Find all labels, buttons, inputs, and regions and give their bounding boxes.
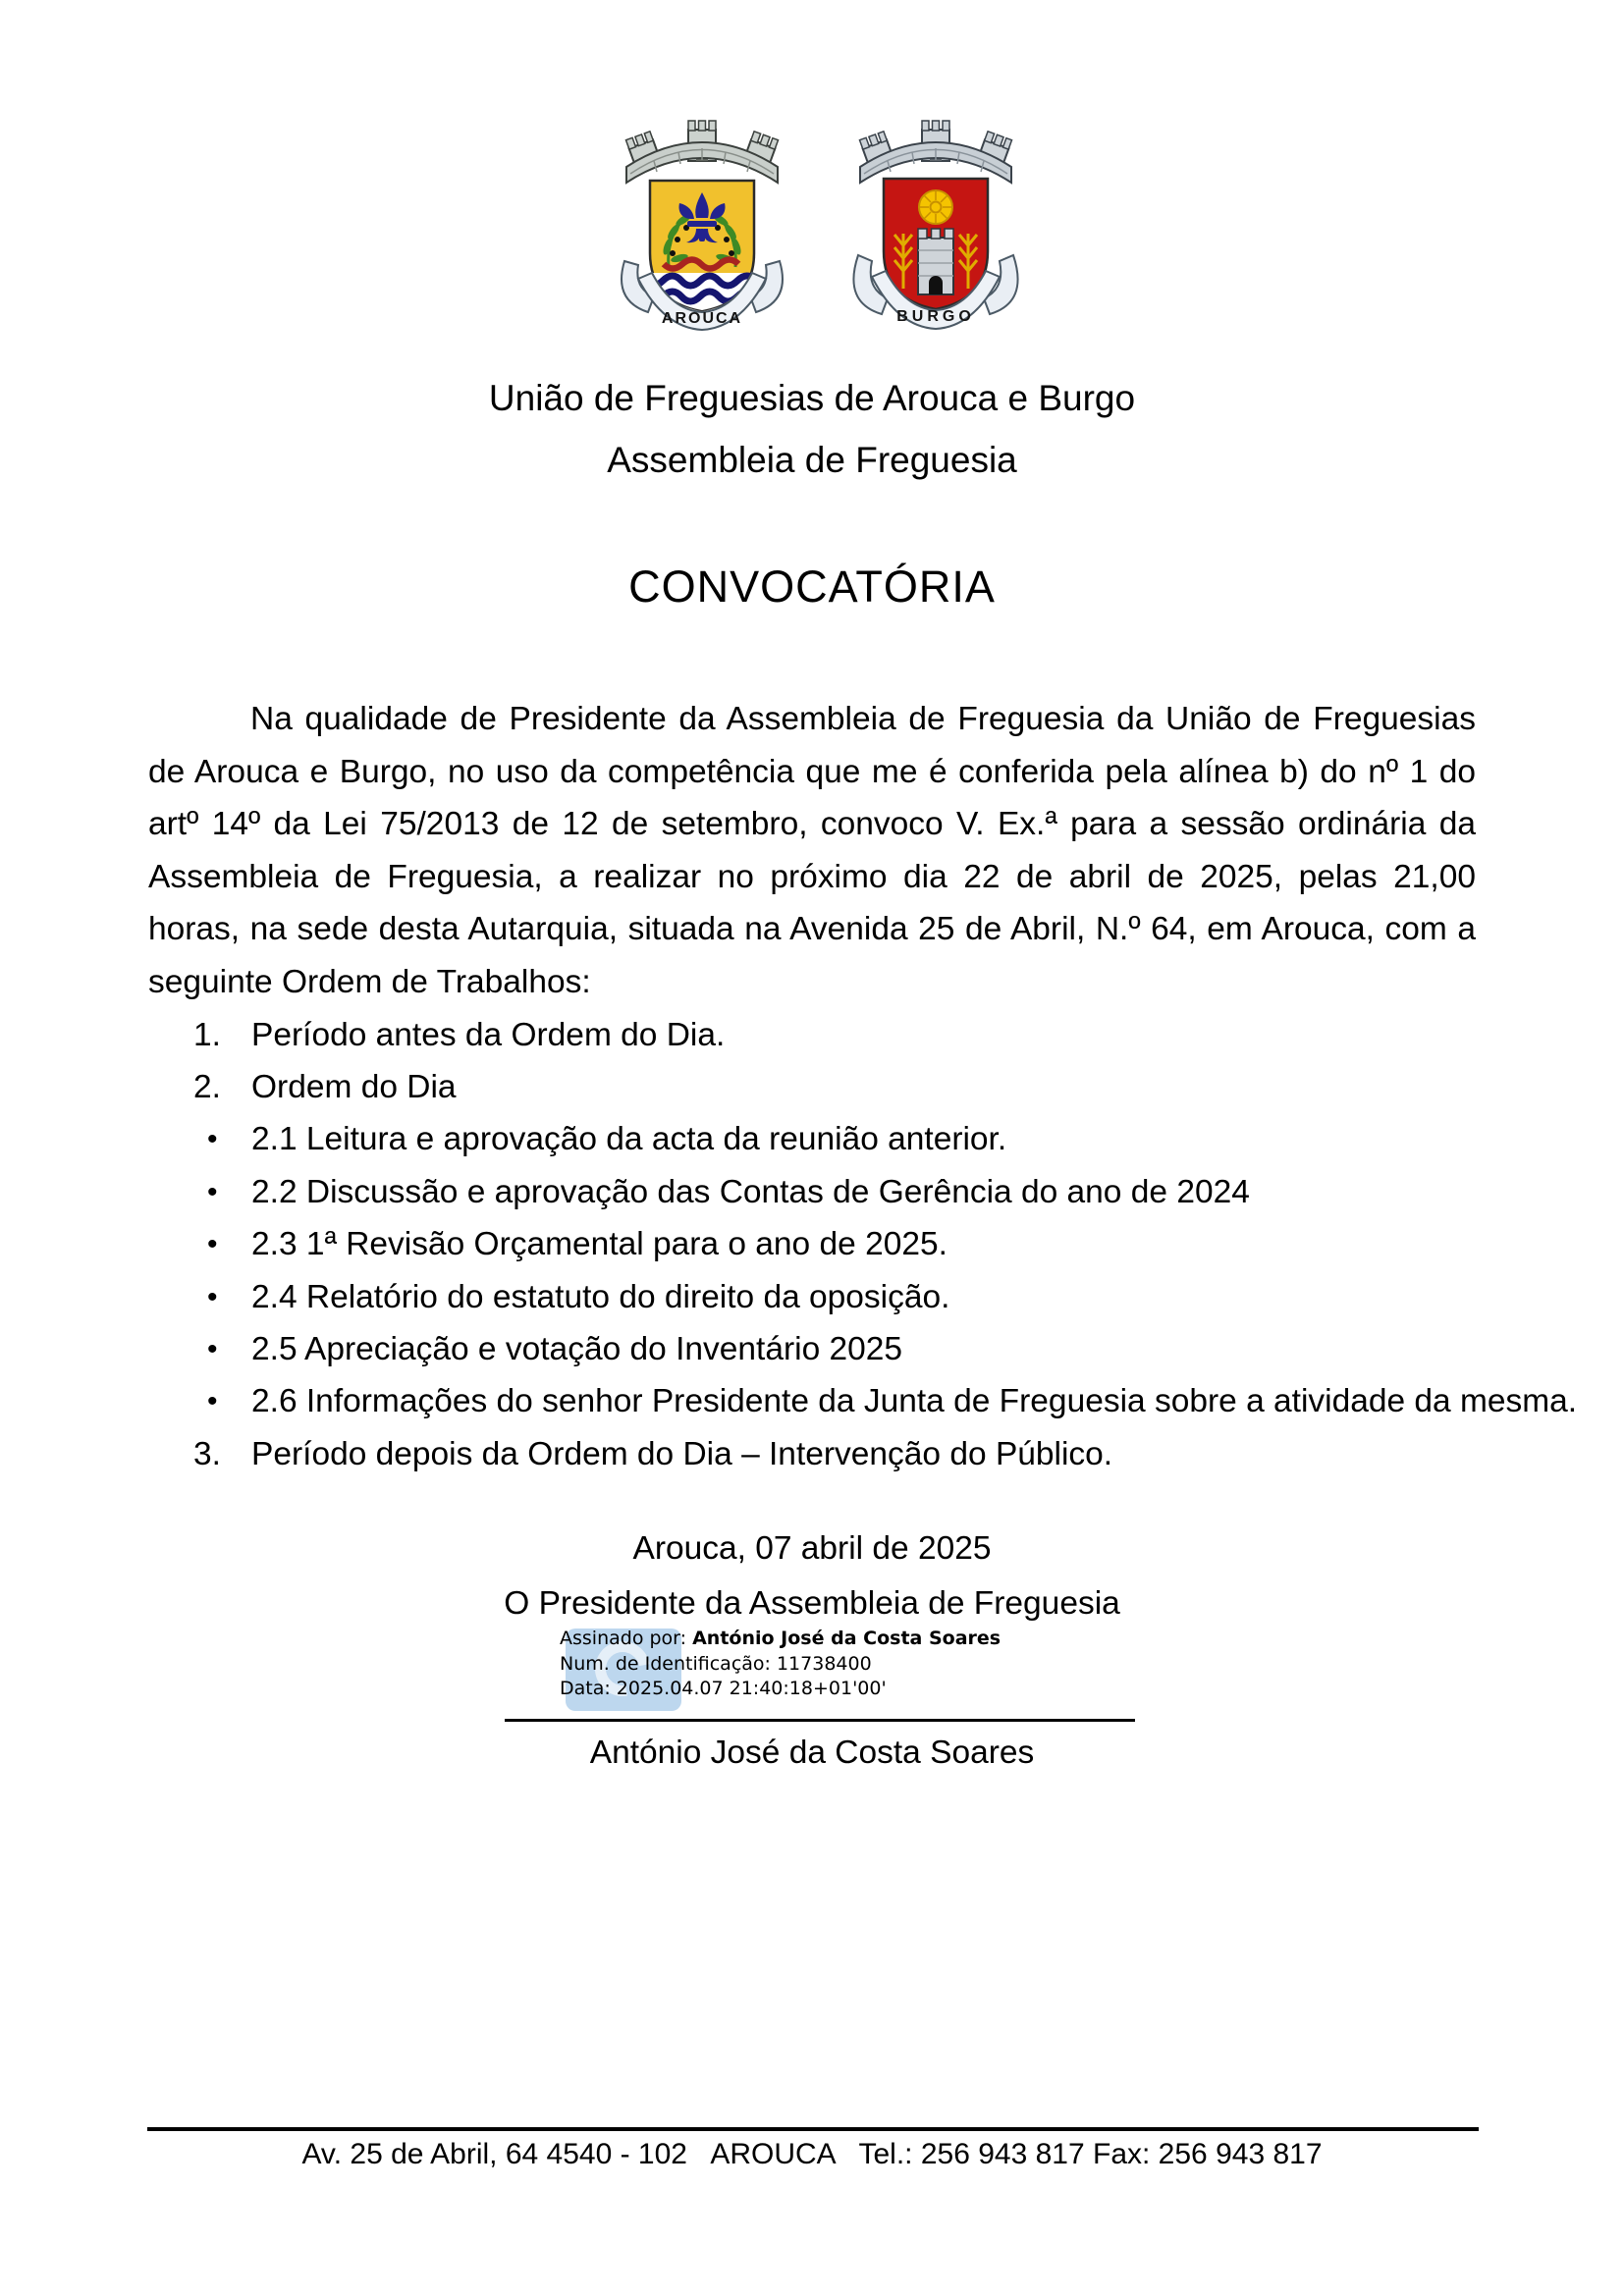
mural-crown-icon: [625, 121, 778, 183]
footer-contact-line: Av. 25 de Abril, 64 4540 - 102 AROUCA Tel.: 256 943 817 Fax: 256 943 817: [301, 2138, 1323, 2170]
bullet-icon: •: [207, 1123, 218, 1156]
bullet-icon: •: [207, 1385, 218, 1418]
arouca-banner-label: AROUCA: [661, 310, 743, 327]
agenda-list: [148, 1009, 1578, 1481]
stamp-signed-by-name: António José da Costa Soares: [692, 1628, 1001, 1649]
footer-divider: [147, 2127, 1479, 2131]
agenda-item-text: Período antes da Ordem do Dia.: [251, 1016, 726, 1053]
agenda-item-text: 2.4 Relatório do estatuto do direito da oposição.: [251, 1278, 950, 1315]
bullet-icon: •: [207, 1175, 218, 1208]
stamp-signed-by-line: [560, 1627, 1001, 1652]
agenda-item: [148, 1219, 1523, 1271]
org-name-line2: Assembleia de Freguesia: [607, 440, 1017, 480]
agenda-item: [148, 1061, 1523, 1113]
agenda-item-text: 2.2 Discussão e aprovação das Contas de Gerência do ano de 2024: [251, 1173, 1250, 1210]
page-title: CONVOCATÓRIA: [628, 561, 996, 612]
signature-line: [505, 1719, 1135, 1722]
agenda-item: [148, 1323, 1523, 1375]
stamp-date-line: Data: 2025.04.07 21:40:18+01'00': [560, 1678, 887, 1699]
agenda-item: [148, 1376, 1578, 1428]
agenda-item-text: 2.3 1ª Revisão Orçamental para o ano de 2025.: [251, 1226, 947, 1263]
place-and-date: Arouca, 07 abril de 2025: [632, 1530, 992, 1567]
mural-crown-icon: [859, 121, 1011, 183]
bullet-icon: •: [207, 1228, 218, 1261]
agenda-item-text: 2.5 Apreciação e votação do Inventário 2025: [251, 1331, 903, 1368]
tower-icon: [918, 229, 953, 294]
agenda-item: [148, 1428, 1523, 1480]
agenda-marker: 2.: [193, 1069, 221, 1106]
agenda-item: [148, 1114, 1523, 1166]
signer-role: O Presidente da Assembleia de Freguesia: [504, 1585, 1120, 1622]
bullet-icon: •: [207, 1333, 218, 1366]
bullet-icon: •: [207, 1280, 218, 1313]
agenda-item: [148, 1009, 1523, 1061]
flower-icon: [919, 190, 952, 224]
agenda-item: [148, 1271, 1523, 1323]
agenda-item-text: Ordem do Dia: [251, 1069, 457, 1106]
agenda-marker: 1.: [193, 1016, 221, 1053]
agenda-item-text: 2.1 Leitura e aprovação da acta da reunião anterior.: [251, 1121, 1007, 1158]
digital-signature-stamp: [560, 1627, 1001, 1702]
intro-paragraph: Na qualidade de Presidente da Assembleia de Freguesia da União de Freguesias de Arouca e Burgo, no uso da competência que me é conferida pela alínea b) do nº 1 do artº 14º da Lei 75/2013 de 12 de setembro, convoco V. Ex.ª para a sessão ordinária da Assembleia de Freguesia, a realizar no próximo dia 22 de abril de 2025, pelas 21,00 horas, na sede desta Autarquia, situada na Avenida 25 de Abril, N.º 64, em Arouca, com a seguinte Ordem de Trabalhos:: [148, 701, 1476, 1000]
burgo-coat-of-arms: [829, 118, 1043, 349]
stamp-signed-by-label: Assinado por:: [560, 1628, 693, 1649]
arouca-coat-of-arms: [595, 118, 809, 349]
agenda-item-text: 2.6 Informações do senhor Presidente da Junta de Freguesia sobre a atividade da mesma.: [251, 1383, 1578, 1420]
agenda-item-text: Período depois da Ordem do Dia – Intervenção do Público.: [251, 1435, 1113, 1472]
stamp-id-line: Num. de Identificação: 11738400: [560, 1652, 872, 1675]
org-name-line1: União de Freguesias de Arouca e Burgo: [488, 378, 1136, 418]
signer-name: António José da Costa Soares: [589, 1735, 1035, 1771]
burgo-banner-label: BURGO: [896, 308, 975, 325]
agenda-marker: 3.: [193, 1435, 221, 1472]
emblems-row: [148, 118, 1476, 349]
agenda-item: [148, 1166, 1523, 1218]
